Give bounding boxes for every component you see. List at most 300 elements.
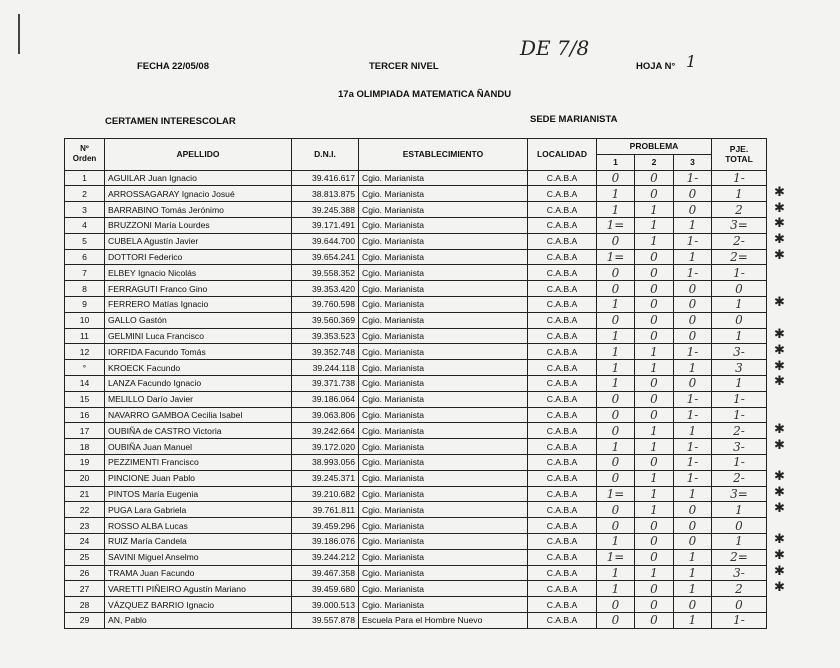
cell-p2: 1: [635, 439, 674, 455]
cell-establecimiento: Cgio. Marianista: [359, 328, 528, 344]
star-mark: ✱: [774, 184, 785, 200]
hoja-value: 1: [686, 52, 697, 71]
cell-total: 3-: [712, 344, 767, 360]
cell-total: 2-: [712, 423, 767, 439]
cell-p2: 0: [635, 597, 674, 613]
cell-total: 3-: [712, 565, 767, 581]
handwritten-code: DE 7/8: [520, 36, 590, 60]
cell-p3: 1: [674, 423, 712, 439]
cell-p3: 1: [674, 360, 712, 376]
cell-establecimiento: Escuela Para el Hombre Nuevo: [359, 612, 528, 628]
cell-total: 2-: [712, 233, 767, 249]
table-row: [65, 470, 767, 486]
cell-p1: 0: [597, 470, 635, 486]
cell-apellido: PUGA Lara Gabriela: [105, 502, 292, 518]
cell-localidad: C.A.B.A: [528, 518, 597, 534]
cell-establecimiento: Cgio. Marianista: [359, 407, 528, 423]
cell-dni: 39.459.296: [292, 518, 359, 534]
cell-dni: 38.993.056: [292, 454, 359, 470]
cell-apellido: FERRAGUTI Franco Gino: [105, 281, 292, 297]
cell-p2: 1: [635, 344, 674, 360]
cell-localidad: C.A.B.A: [528, 360, 597, 376]
cell-localidad: C.A.B.A: [528, 217, 597, 233]
cell-dni: 39.416.617: [292, 170, 359, 186]
cell-p2: 0: [635, 549, 674, 565]
table-row: [65, 391, 767, 407]
cell-dni: 39.352.748: [292, 344, 359, 360]
cell-apellido: FERRERO Matías Ignacio: [105, 296, 292, 312]
cell-total: 3: [712, 360, 767, 376]
col-pje: PJE. TOTAL: [712, 139, 767, 171]
table-row: [65, 281, 767, 297]
cell-p2: 0: [635, 375, 674, 391]
cell-p2: 0: [635, 265, 674, 281]
table-row: [65, 581, 767, 597]
cell-establecimiento: Cgio. Marianista: [359, 312, 528, 328]
cell-apellido: ARROSSAGARAY Ignacio Josué: [105, 186, 292, 202]
col-p3: 3: [674, 154, 712, 170]
cell-p1: 1: [597, 202, 635, 218]
cell-apellido: BARRABINO Tomás Jerónimo: [105, 202, 292, 218]
cell-p2: 1: [635, 423, 674, 439]
olimpiada-title: 17a OLIMPIADA MATEMATICA ÑANDU: [338, 89, 512, 100]
cell-p3: 1: [674, 581, 712, 597]
cell-total: 2-: [712, 470, 767, 486]
cell-localidad: C.A.B.A: [528, 549, 597, 565]
cell-p2: 1: [635, 360, 674, 376]
cell-dni: 39.186.064: [292, 391, 359, 407]
cell-dni: 39.063.806: [292, 407, 359, 423]
cell-apellido: ELBEY Ignacio Nicolás: [105, 265, 292, 281]
cell-p2: 0: [635, 391, 674, 407]
cell-apellido: NAVARRO GAMBOA Cecilia Isabel: [105, 407, 292, 423]
table-row: [65, 565, 767, 581]
col-p1: 1: [597, 154, 635, 170]
cell-p2: 0: [635, 249, 674, 265]
cell-establecimiento: Cgio. Marianista: [359, 533, 528, 549]
cell-p1: 1=: [597, 549, 635, 565]
cell-p1: 0: [597, 170, 635, 186]
cell-establecimiento: Cgio. Marianista: [359, 170, 528, 186]
cell-dni: 38.813.875: [292, 186, 359, 202]
cell-localidad: C.A.B.A: [528, 265, 597, 281]
cell-orden: 7: [65, 265, 105, 281]
table-row: [65, 597, 767, 613]
cell-dni: 39.760.598: [292, 296, 359, 312]
star-mark: ✱: [774, 374, 785, 390]
cell-p2: 1: [635, 470, 674, 486]
cell-p1: 1: [597, 344, 635, 360]
table-row: [65, 439, 767, 455]
cell-establecimiento: Cgio. Marianista: [359, 486, 528, 502]
cell-p1: 0: [597, 281, 635, 297]
cell-orden: 23: [65, 518, 105, 534]
cell-p1: 1: [597, 581, 635, 597]
table-row: [65, 407, 767, 423]
cell-orden: 10: [65, 312, 105, 328]
cell-apellido: PEZZIMENTI Francisco: [105, 454, 292, 470]
table-row: [65, 170, 767, 186]
table-row: [65, 360, 767, 376]
cell-total: 1: [712, 375, 767, 391]
cell-localidad: C.A.B.A: [528, 439, 597, 455]
cell-localidad: C.A.B.A: [528, 312, 597, 328]
cell-dni: 39.560.369: [292, 312, 359, 328]
cell-p2: 0: [635, 170, 674, 186]
cell-localidad: C.A.B.A: [528, 202, 597, 218]
cell-p3: 1-: [674, 407, 712, 423]
cell-p3: 0: [674, 312, 712, 328]
cell-establecimiento: Cgio. Marianista: [359, 249, 528, 265]
cell-establecimiento: Cgio. Marianista: [359, 344, 528, 360]
cell-p1: 0: [597, 391, 635, 407]
cell-orden: 21: [65, 486, 105, 502]
cell-p2: 0: [635, 328, 674, 344]
cell-dni: 39.557.878: [292, 612, 359, 628]
cell-establecimiento: Cgio. Marianista: [359, 597, 528, 613]
table-row: [65, 202, 767, 218]
cell-p3: 0: [674, 281, 712, 297]
star-mark: ✱: [774, 469, 785, 485]
table-row: [65, 502, 767, 518]
cell-establecimiento: Cgio. Marianista: [359, 518, 528, 534]
cell-dni: 39.371.738: [292, 375, 359, 391]
cell-apellido: TRAMA Juan Facundo: [105, 565, 292, 581]
cell-dni: 39.644.700: [292, 233, 359, 249]
cell-orden: 27: [65, 581, 105, 597]
cell-apellido: KROECK Facundo: [105, 360, 292, 376]
cell-apellido: PINCIONE Juan Pablo: [105, 470, 292, 486]
cell-apellido: SAVINI Miguel Anselmo: [105, 549, 292, 565]
cell-total: 1: [712, 502, 767, 518]
cell-establecimiento: Cgio. Marianista: [359, 360, 528, 376]
table-row: [65, 249, 767, 265]
cell-apellido: PINTOS María Eugenia: [105, 486, 292, 502]
cell-p2: 1: [635, 217, 674, 233]
cell-p3: 0: [674, 296, 712, 312]
cell-apellido: CUBELA Agustín Javier: [105, 233, 292, 249]
cell-localidad: C.A.B.A: [528, 407, 597, 423]
cell-p1: 1: [597, 296, 635, 312]
cell-orden: 4: [65, 217, 105, 233]
cell-orden: 25: [65, 549, 105, 565]
cell-apellido: VÁZQUEZ BARRIO Ignacio: [105, 597, 292, 613]
cell-dni: 39.654.241: [292, 249, 359, 265]
cell-dni: 39.353.523: [292, 328, 359, 344]
table-row: [65, 186, 767, 202]
cell-p2: 1: [635, 233, 674, 249]
cell-dni: 39.245.371: [292, 470, 359, 486]
star-mark: ✱: [774, 532, 785, 548]
cell-apellido: LANZA Facundo Ignacio: [105, 375, 292, 391]
cell-dni: 39.244.212: [292, 549, 359, 565]
star-mark: ✱: [774, 579, 785, 595]
cell-localidad: C.A.B.A: [528, 454, 597, 470]
cell-p3: 1-: [674, 170, 712, 186]
table-row: [65, 217, 767, 233]
cell-localidad: C.A.B.A: [528, 533, 597, 549]
cell-p2: 0: [635, 296, 674, 312]
star-mark: ✱: [774, 248, 785, 264]
cell-orden: 11: [65, 328, 105, 344]
cell-p2: 1: [635, 202, 674, 218]
cell-p1: 1: [597, 533, 635, 549]
cell-p2: 0: [635, 281, 674, 297]
cell-p2: 0: [635, 186, 674, 202]
cell-p1: 1=: [597, 486, 635, 502]
cell-p1: 0: [597, 233, 635, 249]
cell-p3: 1-: [674, 439, 712, 455]
star-mark: ✱: [774, 327, 785, 343]
cell-total: 0: [712, 312, 767, 328]
cell-localidad: C.A.B.A: [528, 502, 597, 518]
cell-orden: 14: [65, 375, 105, 391]
table-row: [65, 233, 767, 249]
table-row: [65, 486, 767, 502]
cell-dni: 39.245.388: [292, 202, 359, 218]
cell-localidad: C.A.B.A: [528, 612, 597, 628]
table-row: [65, 312, 767, 328]
cell-establecimiento: Cgio. Marianista: [359, 502, 528, 518]
cell-total: 1: [712, 186, 767, 202]
cell-total: 0: [712, 518, 767, 534]
cell-orden: 26: [65, 565, 105, 581]
cell-p2: 0: [635, 312, 674, 328]
cell-p1: 0: [597, 423, 635, 439]
cell-orden: 5: [65, 233, 105, 249]
cell-orden: 16: [65, 407, 105, 423]
cell-p3: 1: [674, 612, 712, 628]
sede-label: SEDE MARIANISTA: [530, 114, 618, 125]
cell-apellido: OUBIÑA de CASTRO Victoria: [105, 423, 292, 439]
cell-apellido: OUBIÑA Juan Manuel: [105, 439, 292, 455]
cell-establecimiento: Cgio. Marianista: [359, 454, 528, 470]
cell-orden: 12: [65, 344, 105, 360]
cell-apellido: RUIZ María Candela: [105, 533, 292, 549]
cell-establecimiento: Cgio. Marianista: [359, 217, 528, 233]
fecha-label: FECHA 22/05/08: [137, 61, 209, 72]
col-p2: 2: [635, 154, 674, 170]
cell-establecimiento: Cgio. Marianista: [359, 565, 528, 581]
cell-orden: 18: [65, 439, 105, 455]
col-orden: Nº Orden: [65, 139, 105, 171]
cell-p2: 1: [635, 565, 674, 581]
cell-total: 1-: [712, 391, 767, 407]
cell-orden: 1: [65, 170, 105, 186]
cell-localidad: C.A.B.A: [528, 565, 597, 581]
cell-total: 2: [712, 581, 767, 597]
cell-establecimiento: Cgio. Marianista: [359, 202, 528, 218]
cell-localidad: C.A.B.A: [528, 186, 597, 202]
cell-p3: 1: [674, 217, 712, 233]
cell-p2: 1: [635, 486, 674, 502]
cell-localidad: C.A.B.A: [528, 344, 597, 360]
cell-p3: 0: [674, 328, 712, 344]
cell-p3: 1: [674, 565, 712, 581]
table-row: [65, 375, 767, 391]
cell-apellido: ROSSO ALBA Lucas: [105, 518, 292, 534]
col-establecimiento: ESTABLECIMIENTO: [359, 139, 528, 171]
cell-localidad: C.A.B.A: [528, 581, 597, 597]
col-dni: D.N.I.: [292, 139, 359, 171]
cell-p1: 0: [597, 407, 635, 423]
cell-p2: 0: [635, 518, 674, 534]
cell-orden: 19: [65, 454, 105, 470]
cell-localidad: C.A.B.A: [528, 470, 597, 486]
cell-total: 2: [712, 202, 767, 218]
cell-p1: 1: [597, 360, 635, 376]
cell-establecimiento: Cgio. Marianista: [359, 391, 528, 407]
star-mark: ✱: [774, 295, 785, 311]
star-mark: ✱: [774, 500, 785, 516]
cell-apellido: DOTTORI Federico: [105, 249, 292, 265]
table-row: [65, 423, 767, 439]
cell-p3: 1-: [674, 344, 712, 360]
cell-localidad: C.A.B.A: [528, 423, 597, 439]
cell-p1: 0: [597, 265, 635, 281]
cell-p1: 1: [597, 186, 635, 202]
cell-localidad: C.A.B.A: [528, 249, 597, 265]
cell-dni: 39.244.118: [292, 360, 359, 376]
cell-p3: 1-: [674, 470, 712, 486]
cell-total: 1: [712, 296, 767, 312]
cell-p2: 0: [635, 612, 674, 628]
cell-establecimiento: Cgio. Marianista: [359, 296, 528, 312]
cell-p3: 0: [674, 597, 712, 613]
cell-total: 3=: [712, 486, 767, 502]
cell-total: 1: [712, 533, 767, 549]
cell-orden: 29: [65, 612, 105, 628]
cell-localidad: C.A.B.A: [528, 296, 597, 312]
cell-p3: 0: [674, 375, 712, 391]
cell-p1: 1=: [597, 217, 635, 233]
col-localidad: LOCALIDAD: [528, 139, 597, 171]
cell-p1: 1=: [597, 249, 635, 265]
cell-p3: 0: [674, 533, 712, 549]
cell-p3: 1: [674, 486, 712, 502]
cell-orden: 24: [65, 533, 105, 549]
cell-p2: 0: [635, 581, 674, 597]
cell-establecimiento: Cgio. Marianista: [359, 375, 528, 391]
cell-localidad: C.A.B.A: [528, 281, 597, 297]
cell-localidad: C.A.B.A: [528, 597, 597, 613]
cell-total: 2=: [712, 549, 767, 565]
cell-localidad: C.A.B.A: [528, 375, 597, 391]
star-mark: ✱: [774, 358, 785, 374]
cell-total: 1-: [712, 170, 767, 186]
star-mark: ✱: [774, 485, 785, 501]
cell-establecimiento: Cgio. Marianista: [359, 581, 528, 597]
cell-localidad: C.A.B.A: [528, 233, 597, 249]
cell-p1: 1: [597, 565, 635, 581]
cell-p1: 0: [597, 518, 635, 534]
cell-p3: 1-: [674, 265, 712, 281]
star-mark: ✱: [774, 342, 785, 358]
cell-p3: 1: [674, 549, 712, 565]
cell-dni: 39.000.513: [292, 597, 359, 613]
cell-dni: 39.210.682: [292, 486, 359, 502]
cell-p2: 0: [635, 533, 674, 549]
cell-orden: 28: [65, 597, 105, 613]
cell-p3: 0: [674, 186, 712, 202]
star-mark: ✱: [774, 232, 785, 248]
cell-total: 0: [712, 597, 767, 613]
cell-p1: 1: [597, 439, 635, 455]
cell-total: 3=: [712, 217, 767, 233]
cell-p3: 0: [674, 502, 712, 518]
cell-p1: 0: [597, 454, 635, 470]
table-row: [65, 328, 767, 344]
cell-dni: 39.761.811: [292, 502, 359, 518]
cell-p2: 0: [635, 454, 674, 470]
cell-establecimiento: Cgio. Marianista: [359, 470, 528, 486]
cell-orden: 20: [65, 470, 105, 486]
cell-p2: 1: [635, 502, 674, 518]
cell-total: 1-: [712, 612, 767, 628]
cell-orden: 8: [65, 281, 105, 297]
table-row: [65, 518, 767, 534]
cell-total: 1: [712, 328, 767, 344]
star-mark: ✱: [774, 200, 785, 216]
cell-orden: 15: [65, 391, 105, 407]
cell-apellido: AGUILAR Juan Ignacio: [105, 170, 292, 186]
table-row: [65, 454, 767, 470]
cell-dni: 39.353.420: [292, 281, 359, 297]
cell-total: 1-: [712, 454, 767, 470]
cell-dni: 39.186.076: [292, 533, 359, 549]
cell-dni: 39.172.020: [292, 439, 359, 455]
cell-total: 2=: [712, 249, 767, 265]
cell-localidad: C.A.B.A: [528, 391, 597, 407]
cell-apellido: MELILLO Darío Javier: [105, 391, 292, 407]
cell-establecimiento: Cgio. Marianista: [359, 186, 528, 202]
cell-dni: 39.459.680: [292, 581, 359, 597]
paper-edge-mark: [18, 14, 20, 54]
cell-apellido: AN, Pablo: [105, 612, 292, 628]
cell-orden: 6: [65, 249, 105, 265]
cell-establecimiento: Cgio. Marianista: [359, 549, 528, 565]
cell-p3: 1: [674, 249, 712, 265]
cell-localidad: C.A.B.A: [528, 328, 597, 344]
cell-p3: 0: [674, 518, 712, 534]
col-problema: PROBLEMA: [597, 139, 712, 155]
results-table: [64, 138, 767, 629]
cell-dni: 39.171.491: [292, 217, 359, 233]
star-mark: ✱: [774, 548, 785, 564]
cell-apellido: GELMINI Luca Francisco: [105, 328, 292, 344]
cell-orden: 17: [65, 423, 105, 439]
cell-dni: 39.467.358: [292, 565, 359, 581]
cell-p1: 1: [597, 375, 635, 391]
table-row: [65, 265, 767, 281]
cell-apellido: BRUZZONI María Lourdes: [105, 217, 292, 233]
cell-p1: 0: [597, 502, 635, 518]
cell-apellido: IORFIDA Facundo Tomás: [105, 344, 292, 360]
cell-p1: 0: [597, 312, 635, 328]
cell-orden: 22: [65, 502, 105, 518]
star-mark: ✱: [774, 421, 785, 437]
star-mark: ✱: [774, 564, 785, 580]
cell-p2: 0: [635, 407, 674, 423]
cell-p1: 0: [597, 597, 635, 613]
cell-orden: 9: [65, 296, 105, 312]
cell-orden: 3: [65, 202, 105, 218]
cell-establecimiento: Cgio. Marianista: [359, 439, 528, 455]
cell-establecimiento: Cgio. Marianista: [359, 233, 528, 249]
cell-establecimiento: Cgio. Marianista: [359, 265, 528, 281]
cell-apellido: VARETTI PIÑEIRO Agustín Mariano: [105, 581, 292, 597]
header-row-top: [65, 139, 767, 155]
